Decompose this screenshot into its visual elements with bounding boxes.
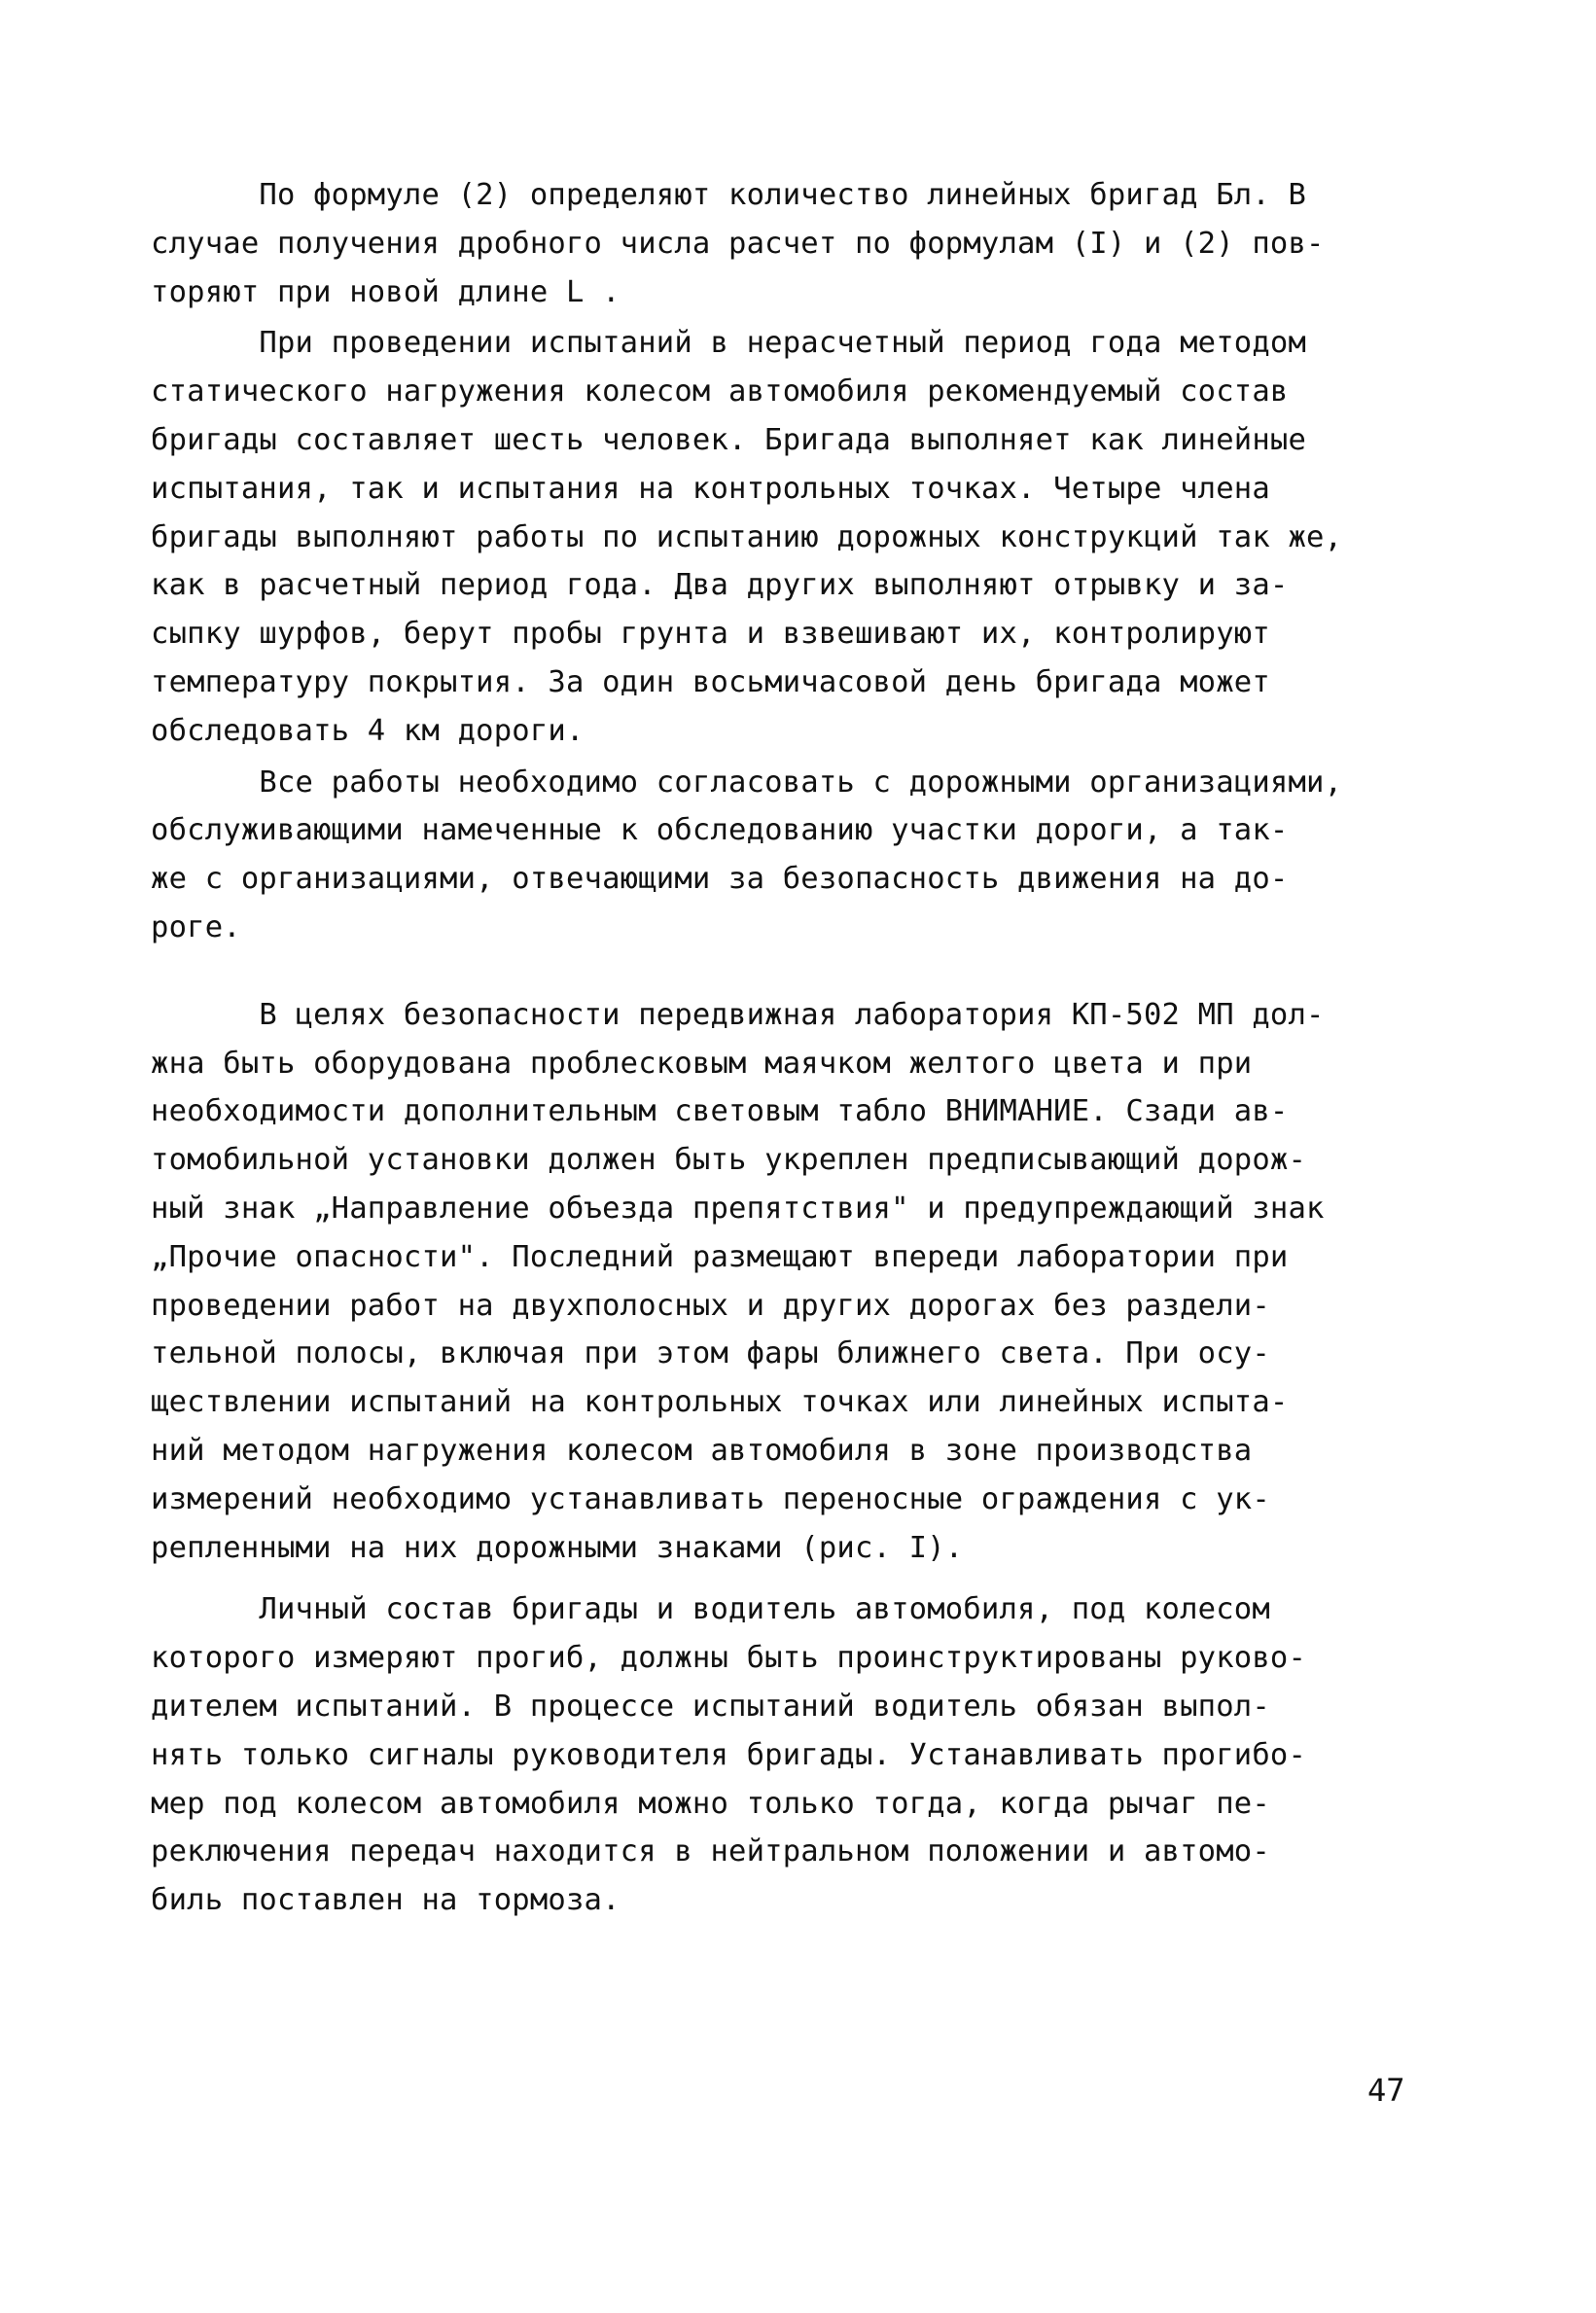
text-line: Все работы необходимо согласовать с дорожными организациями, xyxy=(151,765,1343,800)
text-line: статического нагружения колесом автомобиля рекомендуемый состав xyxy=(151,374,1289,409)
text-line: жна быть оборудована проблесковым маячком желтого цвета и при xyxy=(151,1046,1253,1081)
text-line: случае получения дробного числа расчет по формулам (I) и (2) пов- xyxy=(151,226,1325,261)
text-line: нять только сигналы руководителя бригады. Устанавливать прогибо- xyxy=(151,1737,1307,1772)
text-line: бригады выполняют работы по испытанию дорожных конструкций так же, xyxy=(151,519,1343,554)
text-line: роге. xyxy=(151,909,241,944)
text-line: сыпку шурфов, берут пробы грунта и взвешивают их, контролируют xyxy=(151,617,1270,652)
text-line: испытания, так и испытания на контрольных точках. Четыре члена xyxy=(151,471,1270,506)
text-line: ществлении испытаний на контрольных точках или линейных испыта- xyxy=(151,1385,1289,1420)
page-number: 47 xyxy=(1367,2072,1405,2109)
text-line: ний методом нагружения колесом автомобиля в зоне производства xyxy=(151,1433,1253,1468)
text-line: тельной полосы, включая при этом фары ближнего света. При осу- xyxy=(151,1336,1270,1371)
text-line: ный знак „Направление объезда препятствия" и предупреждающий знак xyxy=(151,1191,1325,1226)
text-line: В целях безопасности передвижная лаборатория КП-502 МП дол- xyxy=(151,997,1325,1032)
text-line: томобильной установки должен быть укреплен предписывающий дорож- xyxy=(151,1143,1307,1178)
text-line: как в расчетный период года. Два других выполняют отрывку и за- xyxy=(151,568,1289,603)
paragraph-safety xyxy=(151,991,1415,1573)
text-line: необходимости дополнительным световым табло ВНИМАНИЕ. Сзади ав- xyxy=(151,1094,1289,1129)
text-line: мер под колесом автомобиля можно только тогда, когда рычаг пе- xyxy=(151,1786,1270,1821)
text-line: проведении работ на двухполосных и других дорогах без раздели- xyxy=(151,1288,1270,1323)
text-line: реключения передач находится в нейтральном положении и автомо- xyxy=(151,1834,1270,1869)
text-line: которого измеряют прогиб, должны быть проинструктированы руково- xyxy=(151,1641,1307,1676)
text-line: репленными на них дорожными знаками (рис. I). xyxy=(151,1530,964,1565)
text-line: „Прочие опасности". Последний размещают впереди лаборатории при xyxy=(151,1239,1289,1274)
paragraph-brigade-composition xyxy=(151,319,1415,755)
text-line: биль поставлен на тормоза. xyxy=(151,1883,621,1918)
text-line: При проведении испытаний в нерасчетный период года методом xyxy=(151,326,1307,361)
text-line: Личный состав бригады и водитель автомобиля, под колесом xyxy=(151,1592,1270,1627)
text-line: же с организациями, отвечающими за безопасность движения на до- xyxy=(151,862,1289,897)
text-line: бригады составляет шесть человек. Бригада выполняет как линейные xyxy=(151,422,1307,457)
text-line: обслуживающими намеченные к обследованию участки дороги, а так- xyxy=(151,813,1289,848)
text-line: дителем испытаний. В процессе испытаний водитель обязан выпол- xyxy=(151,1689,1270,1724)
text-line: температуру покрытия. За один восьмичасовой день бригада может xyxy=(151,664,1270,699)
paragraph-brigade-count xyxy=(151,171,1415,316)
document-body xyxy=(151,171,1415,1925)
text-line: торяют при новой длине L . xyxy=(151,274,621,309)
text-line: измерений необходимо устанавливать переносные ограждения с ук- xyxy=(151,1481,1270,1516)
paragraph-personnel xyxy=(151,1585,1415,1925)
paragraph-coordination xyxy=(151,759,1415,952)
text-line: обследовать 4 км дороги. xyxy=(151,713,585,748)
text-line: По формуле (2) определяют количество линейных бригад Бл. В xyxy=(151,178,1307,212)
